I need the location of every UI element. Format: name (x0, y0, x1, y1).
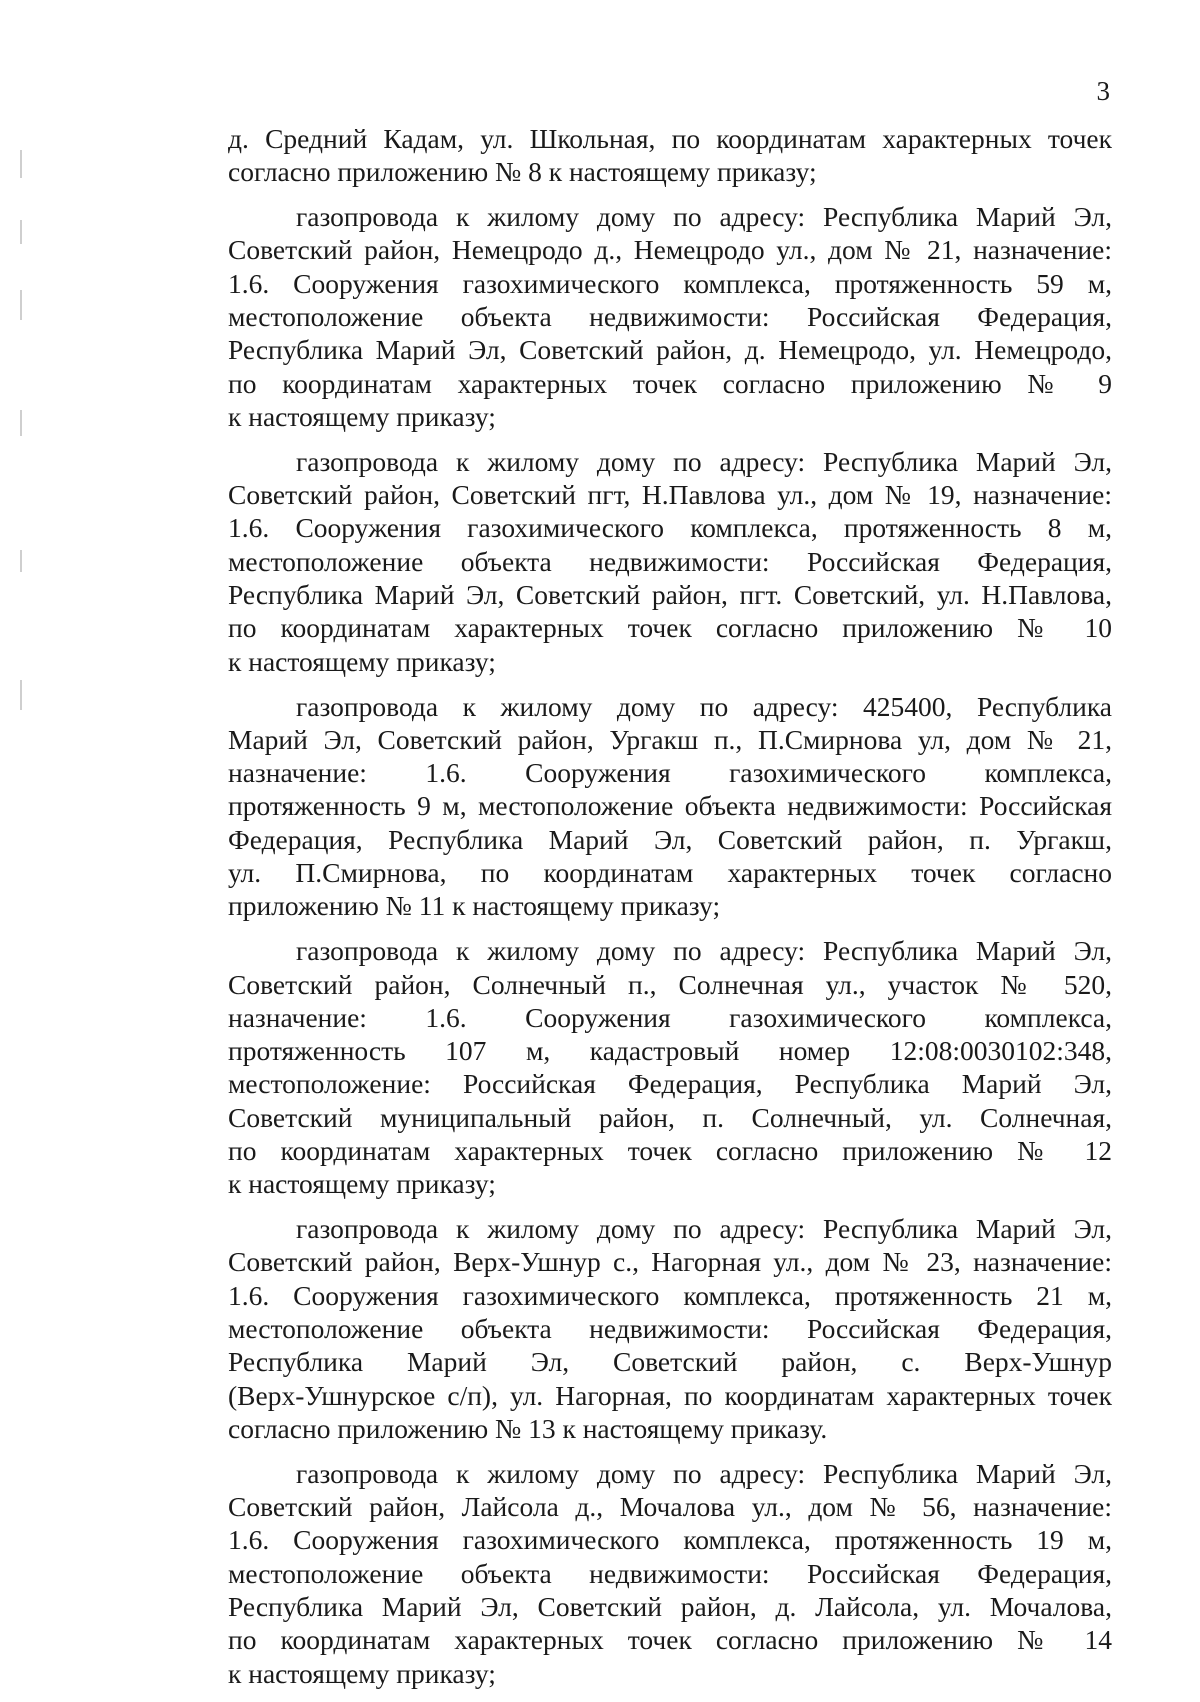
text-line: Республика Марий Эл, Советский район, с. Верх-Ушнур (228, 1346, 1112, 1378)
text-line: Советский район, Советский пгт, Н.Павлова ул., дом № 19, назначение: (228, 479, 1112, 511)
text-line: Советский район, Немецродо д., Немецродо ул., дом № 21, назначение: (228, 234, 1112, 266)
text-line: 1.6. Сооружения газохимического комплекса, протяженность 8 м, (228, 512, 1112, 544)
paragraph (228, 1212, 1112, 1445)
text-line: согласно приложению № 13 к настоящему приказу. (228, 1412, 828, 1444)
text-line: местоположение объекта недвижимости: Российская Федерация, (228, 1557, 1112, 1589)
text-line: Советский муниципальный район, п. Солнечный, ул. Солнечная, (228, 1101, 1112, 1133)
text-line: Республика Марий Эл, Советский район, пгт. Советский, ул. Н.Павлова, (228, 579, 1112, 611)
page-number: 3 (1096, 76, 1110, 106)
text-line: Республика Марий Эл, Советский район, д. Лайсола, ул. Мочалова, (228, 1591, 1112, 1623)
text-line: протяженность 107 м, кадастровый номер 12:08:0030102:348, (228, 1035, 1112, 1067)
text-line: Федерация, Республика Марий Эл, Советский район, п. Ургакш, (228, 823, 1112, 855)
text-line: ул. П.Смирнова, по координатам характерных точек согласно (228, 857, 1112, 889)
text-line: 1.6. Сооружения газохимического комплекса, протяженность 19 м, (228, 1524, 1112, 1556)
text-line: Советский район, Солнечный п., Солнечная ул., участок № 520, (228, 968, 1112, 1000)
paragraph (228, 1457, 1112, 1690)
text-line: по координатам характерных точек согласно приложению № 12 (228, 1134, 1112, 1166)
text-line: местоположение: Российская Федерация, Республика Марий Эл, (228, 1068, 1112, 1100)
text-line: по координатам характерных точек согласно приложению № 10 (228, 612, 1112, 644)
text-line: Советский район, Верх-Ушнур с., Нагорная ул., дом № 23, назначение: (228, 1246, 1112, 1278)
text-line: газопровода к жилому дому по адресу: 425400, Республика (296, 690, 1112, 722)
text-line: 1.6. Сооружения газохимического комплекса, протяженность 59 м, (228, 267, 1112, 299)
text-line: местоположение объекта недвижимости: Российская Федерация, (228, 1313, 1112, 1345)
paragraph (228, 690, 1112, 923)
text-line: д. Средний Кадам, ул. Школьная, по координатам характерных точек (228, 123, 1112, 154)
text-line: протяженность 9 м, местоположение объекта недвижимости: Российская (228, 790, 1112, 822)
paragraph (228, 445, 1112, 678)
text-line: назначение: 1.6. Сооружения газохимического комплекса, (228, 1001, 1112, 1033)
text-line: по координатам характерных точек согласно приложению № 14 (228, 1624, 1112, 1656)
text-line: к настоящему приказу; (228, 1657, 496, 1689)
scan-margin-marks (20, 150, 24, 800)
text-line: 1.6. Сооружения газохимического комплекса, протяженность 21 м, (228, 1279, 1112, 1311)
text-line: газопровода к жилому дому по адресу: Республика Марий Эл, (296, 1457, 1112, 1489)
text-line: Советский район, Лайсола д., Мочалова ул., дом № 56, назначение: (228, 1491, 1112, 1523)
text-line: назначение: 1.6. Сооружения газохимического комплекса, (228, 757, 1112, 789)
text-line: к настоящему приказу; (228, 1168, 496, 1200)
document-body (228, 122, 1112, 1702)
text-line: местоположение объекта недвижимости: Российская Федерация, (228, 545, 1112, 577)
text-line: газопровода к жилому дому по адресу: Республика Марий Эл, (296, 201, 1112, 233)
paragraph (228, 200, 1112, 433)
paragraph (228, 934, 1112, 1200)
text-line: приложению № 11 к настоящему приказу; (228, 890, 721, 922)
text-line: (Верх-Ушнурское с/п), ул. Нагорная, по координатам характерных точек (228, 1379, 1112, 1411)
text-line: по координатам характерных точек согласно приложению № 9 (228, 367, 1112, 399)
text-line: газопровода к жилому дому по адресу: Республика Марий Эл, (296, 935, 1112, 967)
text-line: Республика Марий Эл, Советский район, д. Немецродо, ул. Немецродо, (228, 334, 1112, 366)
text-line: к настоящему приказу; (228, 400, 496, 432)
text-line: согласно приложению № 8 к настоящему приказу; (228, 156, 817, 188)
text-line: газопровода к жилому дому по адресу: Республика Марий Эл, (296, 445, 1112, 477)
text-line: Марий Эл, Советский район, Ургакш п., П.Смирнова ул, дом № 21, (228, 723, 1112, 755)
text-line: газопровода к жилому дому по адресу: Республика Марий Эл, (296, 1213, 1112, 1245)
text-line: к настоящему приказу; (228, 645, 496, 677)
text-line: местоположение объекта недвижимости: Российская Федерация, (228, 301, 1112, 333)
paragraph (228, 122, 1112, 189)
